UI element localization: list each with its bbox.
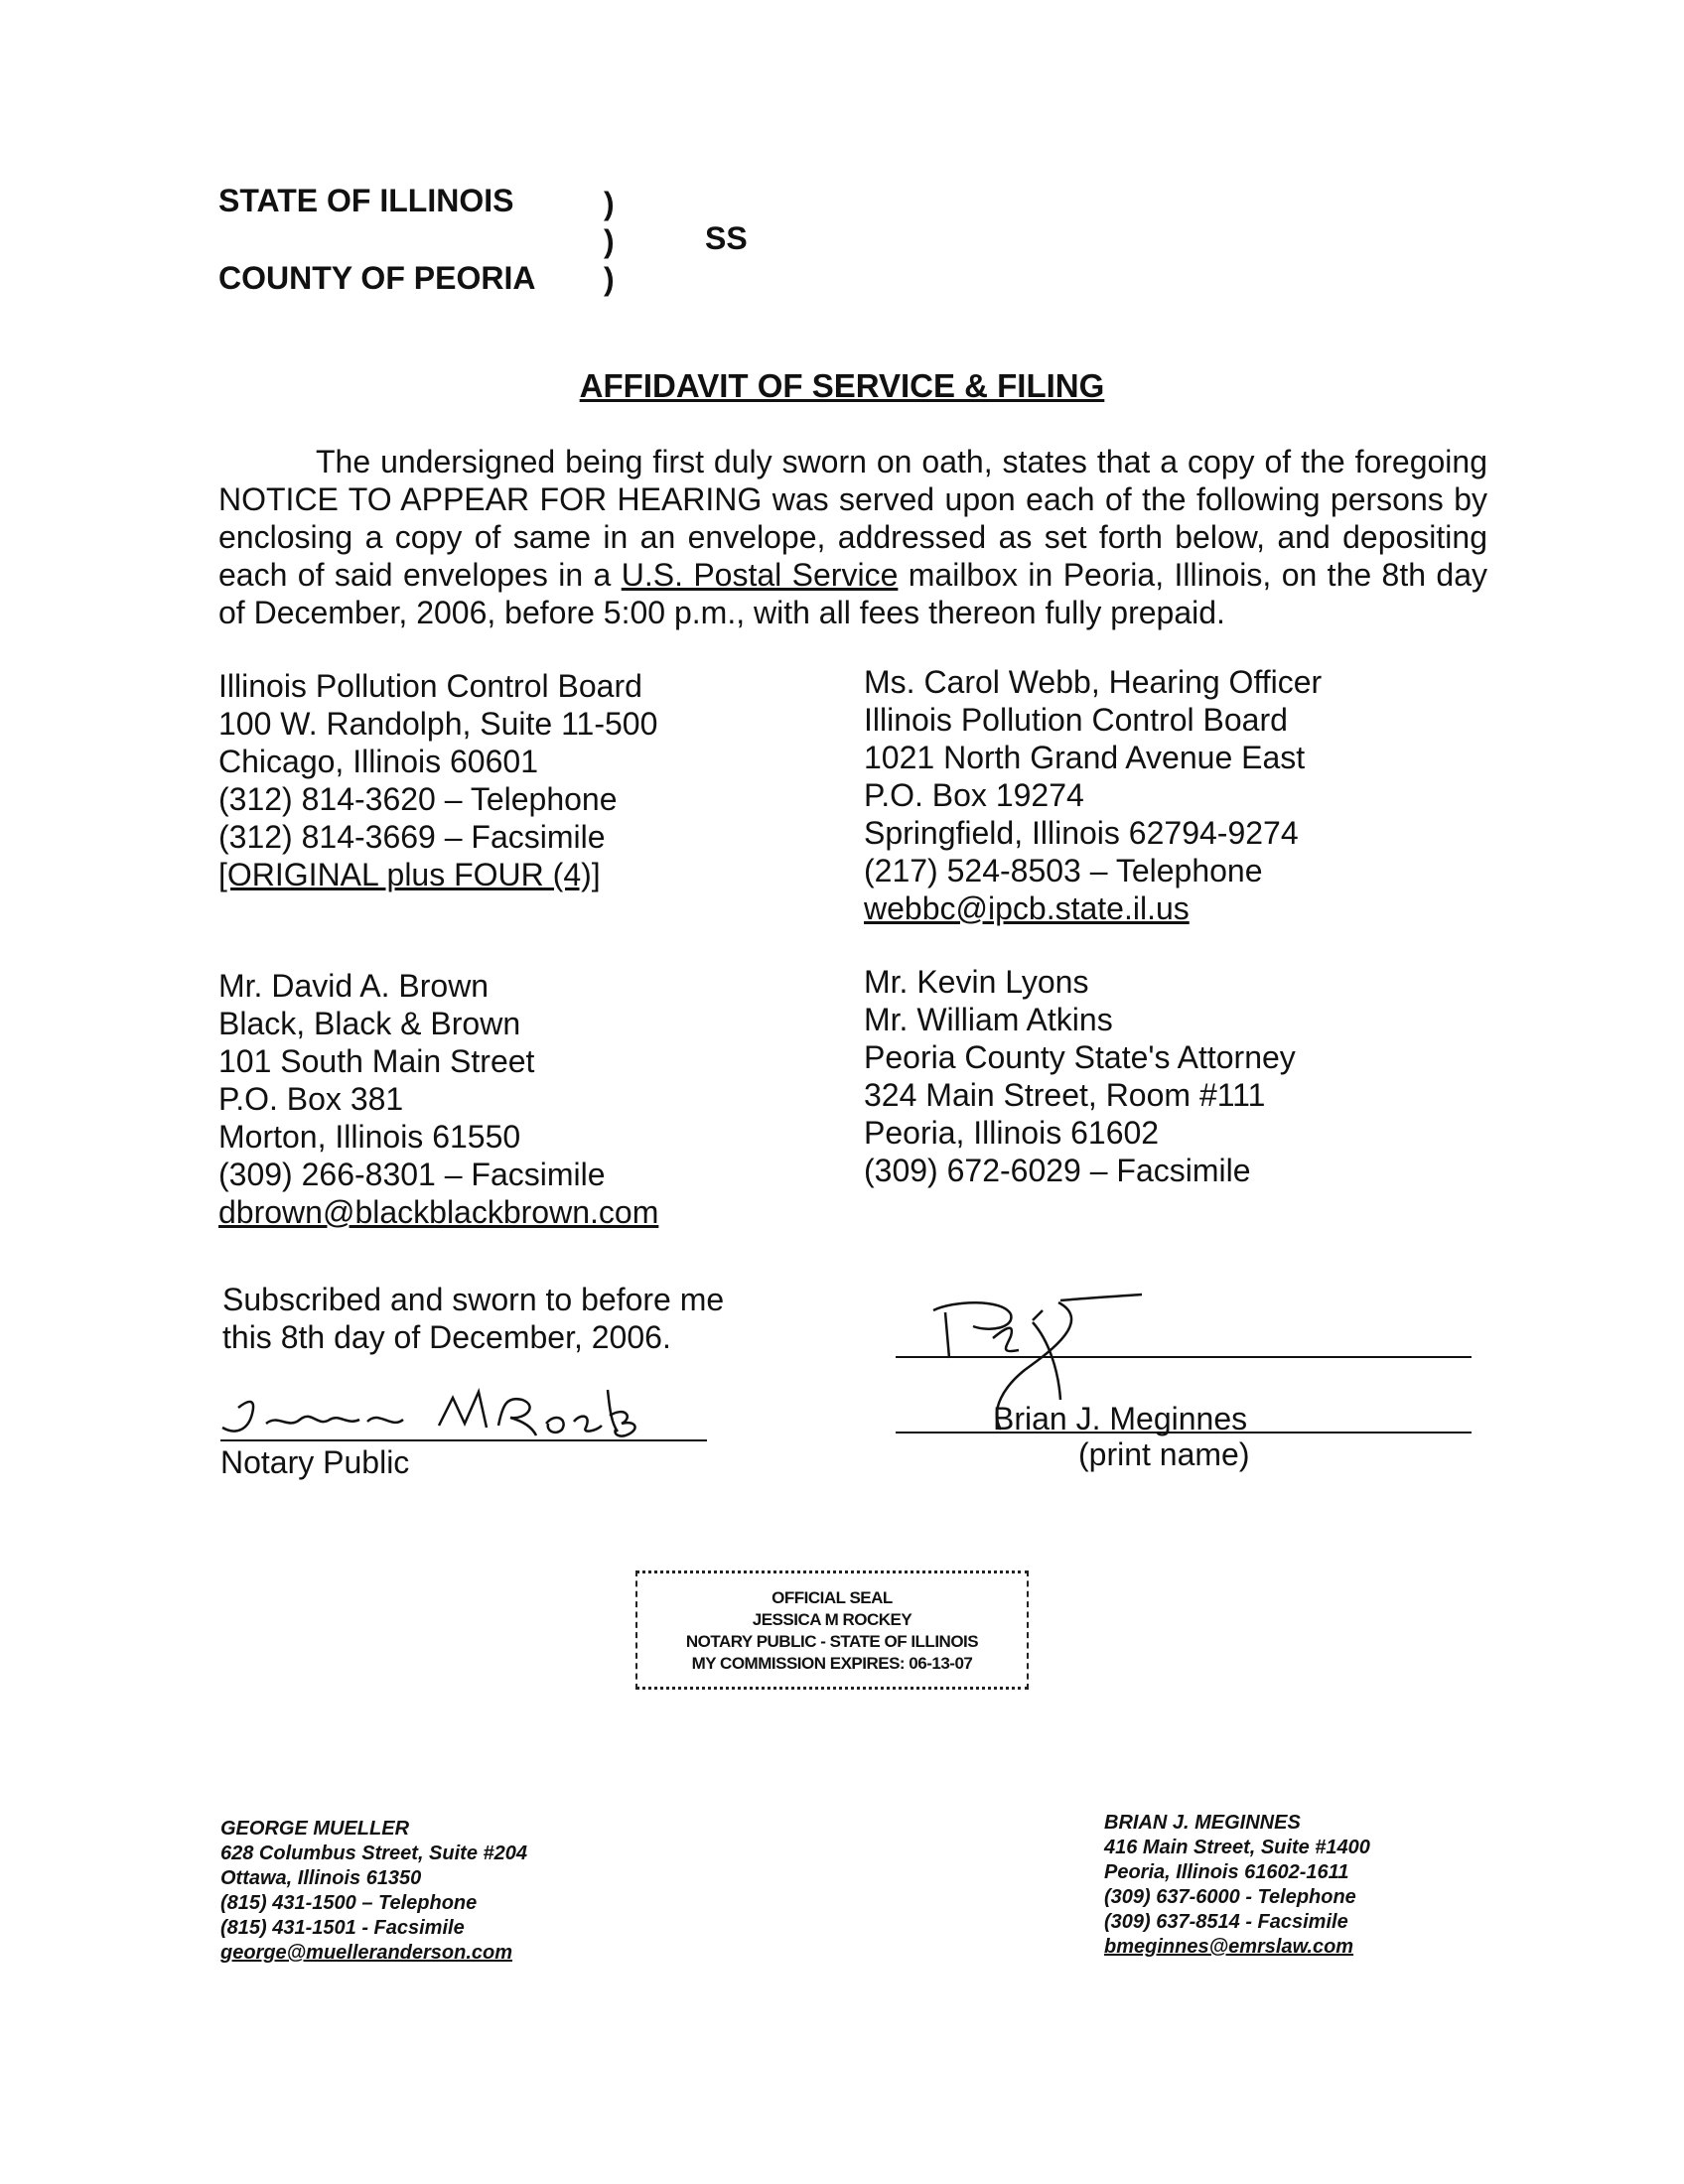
seal-line: MY COMMISSION EXPIRES: 06-13-07: [691, 1654, 973, 1673]
subscribed-line: this 8th day of December, 2006.: [222, 1319, 671, 1355]
address-line: P.O. Box 19274: [864, 777, 1084, 813]
footer-attorney-mueller: [220, 1817, 527, 1966]
affiant-signature-line: [896, 1356, 1472, 1358]
seal-line: JESSICA M ROCKEY: [752, 1610, 912, 1629]
address-line: P.O. Box 381: [218, 1081, 404, 1117]
paren: ): [604, 223, 615, 259]
venue-state: STATE OF ILLINOIS: [218, 183, 514, 218]
footer-line: (815) 431-1501 - Facsimile: [220, 1917, 465, 1939]
recipient-states-attorney: [864, 963, 1296, 1189]
footer-line: Ottawa, Illinois 61350: [220, 1867, 422, 1889]
address-line: Black, Black & Brown: [218, 1006, 521, 1041]
paren: ): [604, 261, 615, 297]
affiant-name: Brian J. Meginnes: [993, 1401, 1248, 1436]
footer-line: 416 Main Street, Suite #1400: [1104, 1837, 1370, 1858]
venue-county: COUNTY OF PEORIA: [218, 260, 536, 296]
email-link[interactable]: dbrown@blackblackbrown.com: [218, 1194, 659, 1230]
venue-ss: SS: [705, 220, 748, 256]
footer-line: (815) 431-1500 – Telephone: [220, 1892, 478, 1914]
address-line: Mr. William Atkins: [864, 1002, 1113, 1037]
affiant-name-line: [896, 1432, 1472, 1433]
footer-name: BRIAN J. MEGINNES: [1104, 1812, 1301, 1834]
address-line: Peoria, Illinois 61602: [864, 1115, 1160, 1151]
address-line: Springfield, Illinois 62794-9274: [864, 815, 1299, 851]
affidavit-body: [218, 443, 1487, 631]
address-line: 1021 North Grand Avenue East: [864, 740, 1306, 775]
footer-line: Peoria, Illinois 61602-1611: [1104, 1861, 1349, 1883]
original-copies-note: [ORIGINAL plus FOUR (4)]: [218, 857, 601, 892]
footer-email[interactable]: bmeginnes@emrslaw.com: [1104, 1936, 1354, 1958]
seal-line: NOTARY PUBLIC - STATE OF ILLINOIS: [685, 1632, 979, 1651]
address-line: Ms. Carol Webb, Hearing Officer: [864, 664, 1323, 700]
footer-line: (309) 637-8514 - Facsimile: [1104, 1911, 1348, 1933]
address-line: Chicago, Illinois 60601: [218, 744, 538, 779]
notary-public-label: Notary Public: [220, 1444, 410, 1480]
print-name-label: (print name): [1078, 1436, 1250, 1472]
address-line: Illinois Pollution Control Board: [864, 702, 1288, 738]
paren: ): [604, 186, 615, 221]
address-line: Illinois Pollution Control Board: [218, 668, 642, 704]
address-line: (217) 524-8503 – Telephone: [864, 853, 1263, 888]
notary-signature-line: [220, 1439, 707, 1441]
body-text-before: The undersigned being first duly sworn on oath, states that a copy of the foregoing NOTICE TO APPEAR FOR HEARING was served upon each of the following persons by enclosing a copy of same in an envelope, addressed as set forth below, and depositing each of said envelopes in a: [218, 444, 1487, 593]
address-line: Mr. David A. Brown: [218, 968, 490, 1004]
subscribed-line: Subscribed and sworn to before me: [222, 1282, 725, 1317]
venue-parens: [604, 185, 615, 298]
recipient-brown: [218, 967, 658, 1231]
address-line: (309) 672-6029 – Facsimile: [864, 1153, 1251, 1188]
address-line: (312) 814-3669 – Facsimile: [218, 819, 606, 855]
footer-line: 628 Columbus Street, Suite #204: [220, 1843, 528, 1864]
address-line: Morton, Illinois 61550: [218, 1119, 521, 1155]
postal-service-text: U.S. Postal Service: [621, 557, 899, 593]
address-line: Mr. Kevin Lyons: [864, 964, 1089, 1000]
address-line: Peoria County State's Attorney: [864, 1039, 1296, 1075]
email-link[interactable]: webbc@ipcb.state.il.us: [864, 890, 1190, 926]
document-title: AFFIDAVIT OF SERVICE & FILING: [579, 367, 1105, 404]
official-seal-stamp: [635, 1570, 1029, 1690]
address-line: 324 Main Street, Room #111: [864, 1077, 1266, 1113]
footer-attorney-meginnes: [1104, 1811, 1370, 1960]
seal-line: OFFICIAL SEAL: [772, 1588, 893, 1607]
address-line: 101 South Main Street: [218, 1043, 535, 1079]
notary-subscribed: [222, 1281, 786, 1356]
address-line: (309) 266-8301 – Facsimile: [218, 1157, 606, 1192]
footer-email[interactable]: george@muelleranderson.com: [220, 1942, 513, 1964]
address-line: 100 W. Randolph, Suite 11-500: [218, 706, 658, 742]
address-line: (312) 814-3620 – Telephone: [218, 781, 618, 817]
body-text-after: mailbox in Peoria, Illinois, on the 8th day of December, 2006, before 5:00 p.m., with all fees thereon fully prepaid.: [218, 557, 1488, 630]
recipient-ipcb-chicago: [218, 667, 657, 893]
footer-name: GEORGE MUELLER: [220, 1818, 410, 1840]
footer-line: (309) 637-6000 - Telephone: [1104, 1886, 1356, 1908]
recipient-hearing-officer: [864, 663, 1322, 927]
